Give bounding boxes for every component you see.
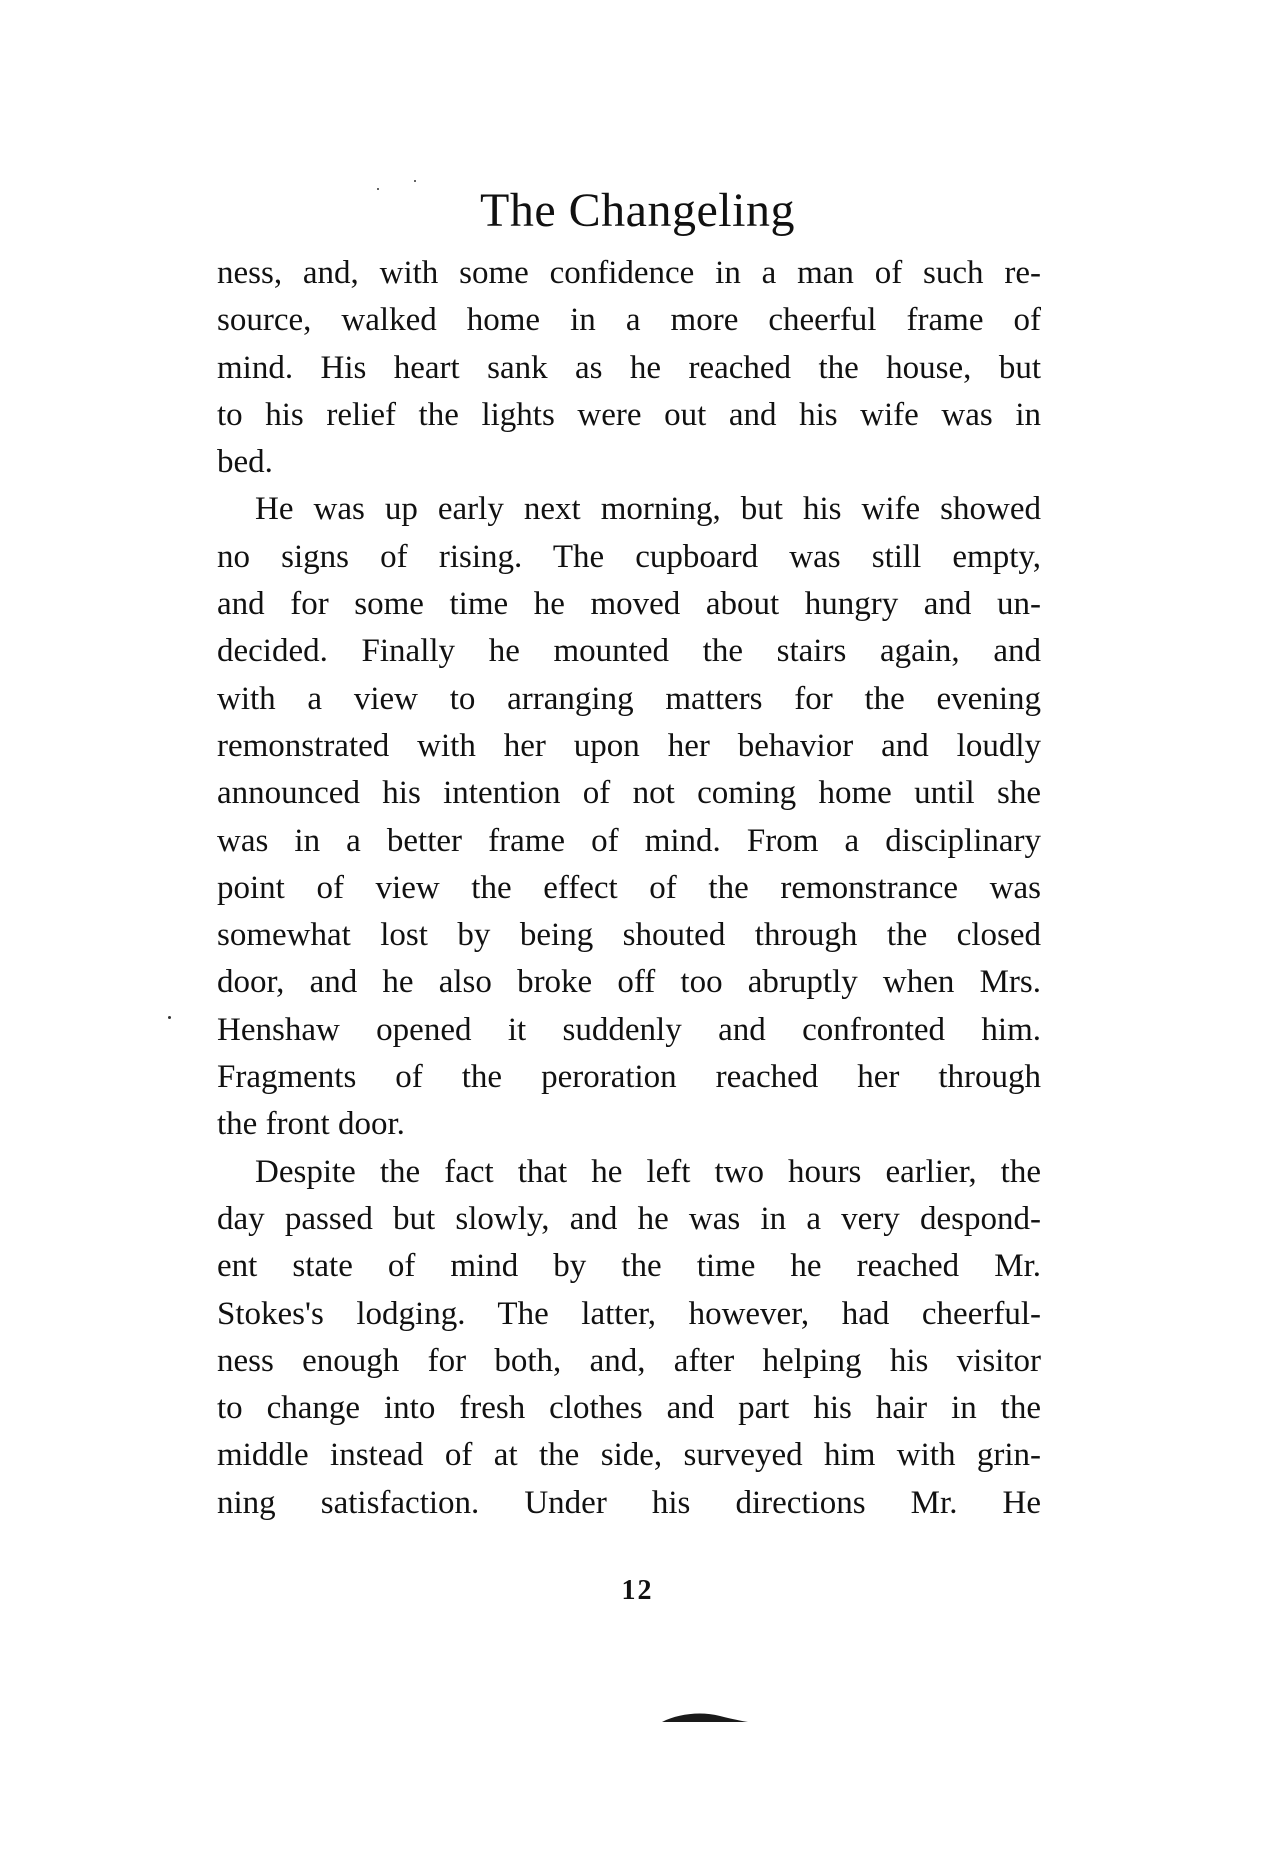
body-text xyxy=(217,250,1041,1527)
text-line: to change into fresh clothes and part his hair in the xyxy=(217,1390,1041,1427)
text-line: Stokes's lodging. The latter, however, had cheerful- xyxy=(217,1295,1041,1332)
text-line: ent state of mind by the time he reached Mr. xyxy=(217,1248,1041,1285)
text-line: no signs of rising. The cupboard was still empty, xyxy=(217,538,1041,575)
text-line: point of view the effect of the remonstrance was xyxy=(217,869,1041,906)
text-line: mind. His heart sank as he reached the house, but xyxy=(217,349,1041,386)
text-line: announced his intention of not coming home until she xyxy=(217,775,1041,812)
text-line: remonstrated with her upon her behavior and loudly xyxy=(217,727,1041,764)
text-line: ness, and, with some confidence in a man of such re- xyxy=(217,255,1041,291)
text-line: ness enough for both, and, after helping his visitor xyxy=(217,1342,1041,1379)
text-line: ning satisfaction. Under his directions Mr. He xyxy=(217,1484,1041,1521)
text-line: Henshaw opened it suddenly and confronted him. xyxy=(217,1011,1041,1048)
text-line: door, and he also broke off too abruptly when Mrs. xyxy=(217,964,1041,1001)
text-line: and for some time he moved about hungry and un- xyxy=(217,586,1041,623)
text-line: day passed but slowly, and he was in a very despond- xyxy=(217,1200,1041,1237)
text-line: somewhat lost by being shouted through the closed xyxy=(217,917,1041,954)
text-line: the front door. xyxy=(217,1106,405,1143)
text-line: with a view to arranging matters for the evening xyxy=(217,680,1041,717)
text-line: Despite the fact that he left two hours earlier, the xyxy=(255,1153,1041,1190)
text-line: Fragments of the peroration reached her through xyxy=(217,1059,1041,1096)
page-title: The Changeling xyxy=(480,184,795,237)
scan-speck xyxy=(377,188,379,190)
scan-speck xyxy=(414,180,416,182)
text-line: source, walked home in a more cheerful frame of xyxy=(217,302,1041,339)
text-line: He was up early next morning, but his wife showed xyxy=(255,491,1041,528)
page-number: 12 xyxy=(621,1575,654,1606)
text-line: bed. xyxy=(217,444,273,481)
text-line: middle instead of at the side, surveyed him with grin- xyxy=(217,1437,1041,1474)
text-line: was in a better frame of mind. From a disciplinary xyxy=(217,822,1041,859)
scan-speck xyxy=(168,1016,171,1019)
binding-mark-smudge xyxy=(660,1710,750,1724)
text-line: decided. Finally he mounted the stairs again, and xyxy=(217,633,1041,670)
text-line: to his relief the lights were out and his wife was in xyxy=(217,396,1041,433)
